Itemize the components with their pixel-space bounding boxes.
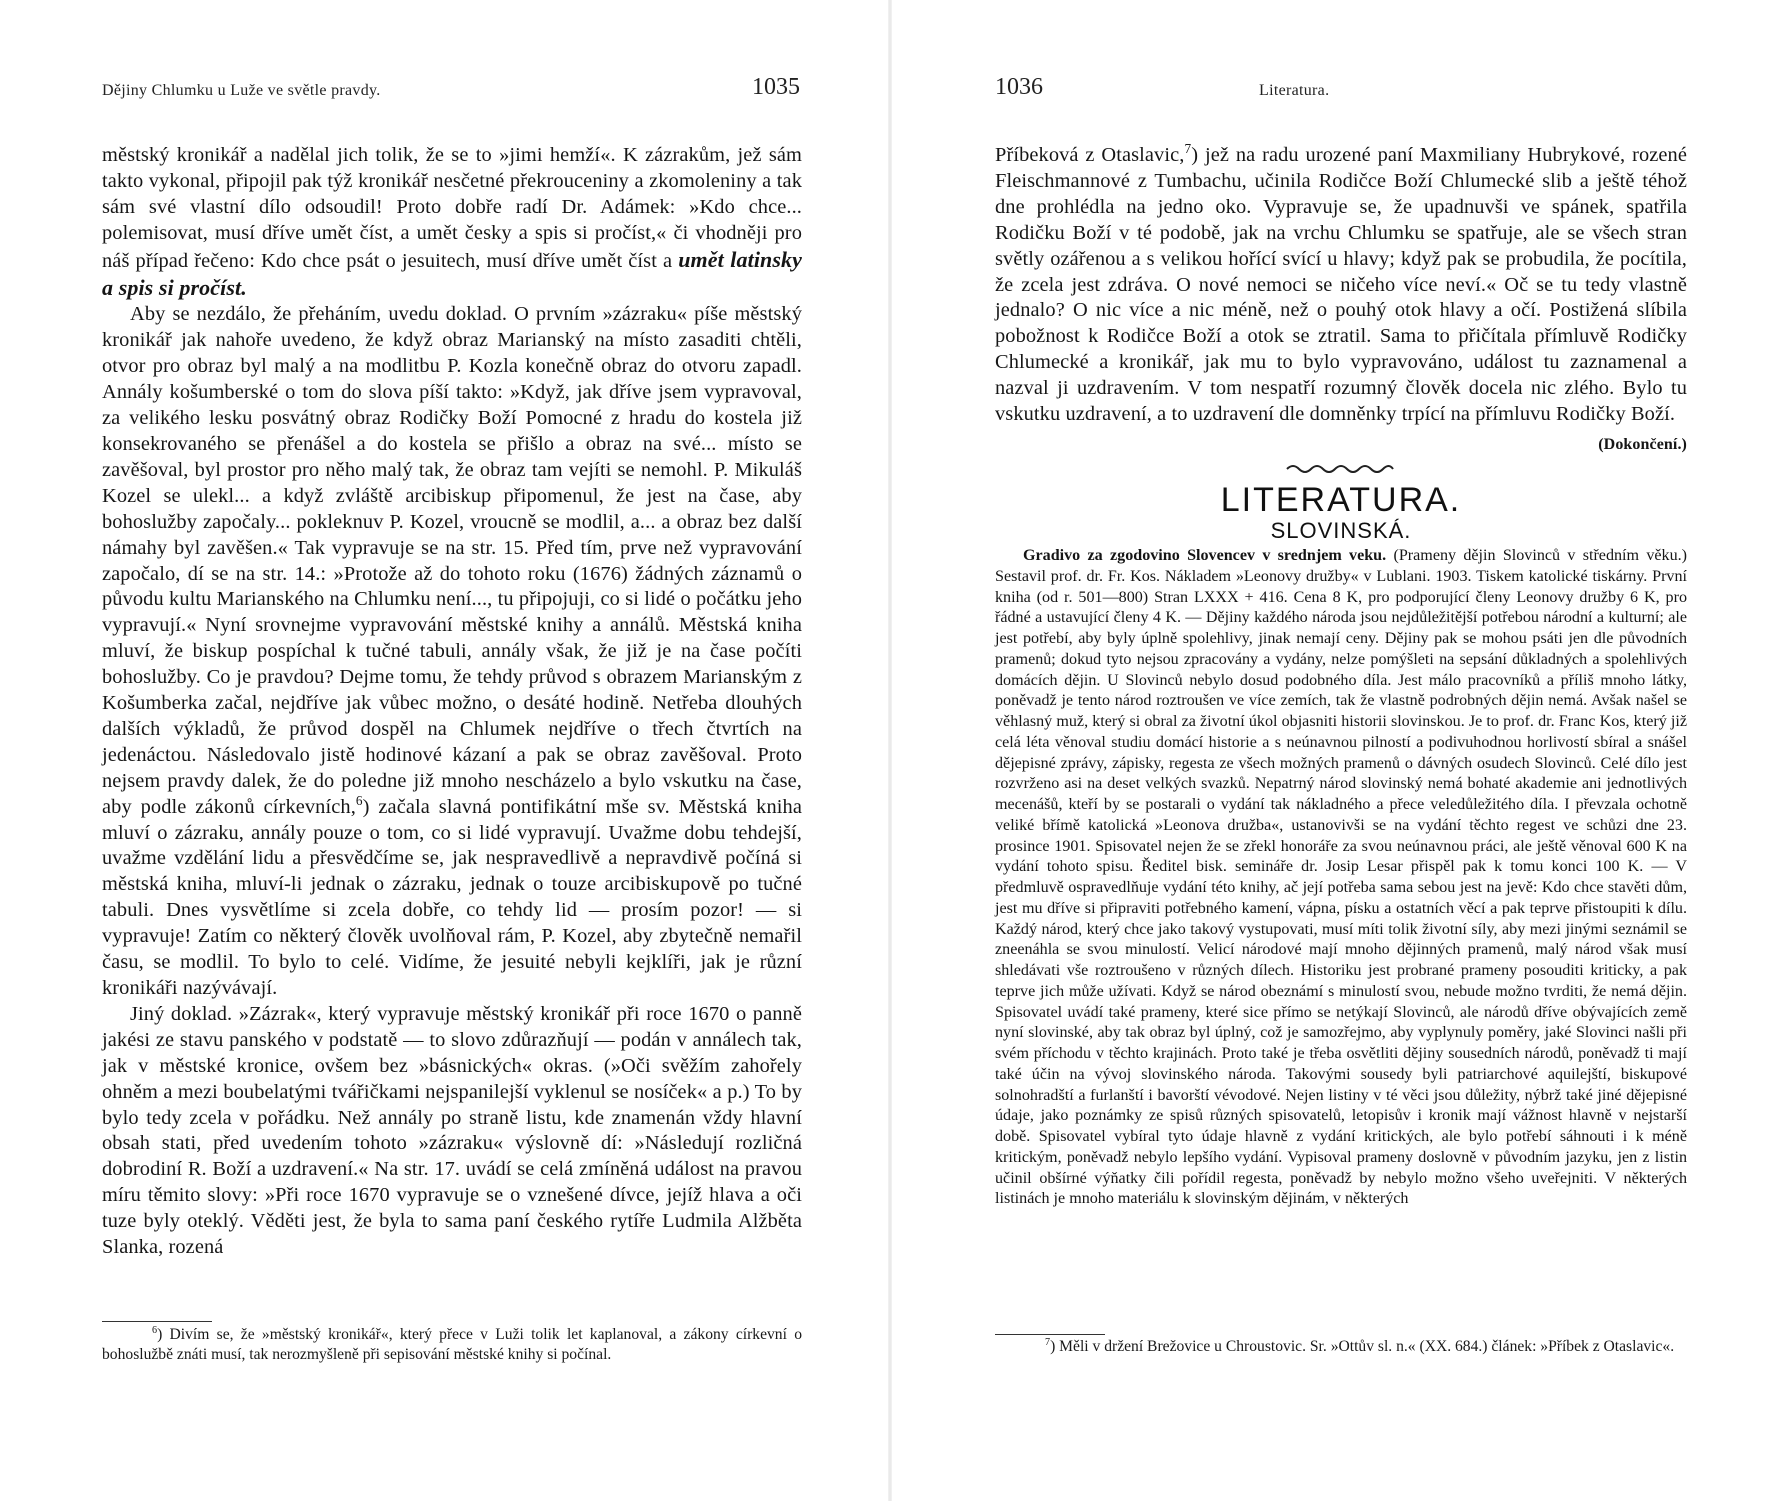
section-subtitle: SLOVINSKÁ.: [1270, 518, 1412, 543]
footnote-marker: 7: [1045, 1336, 1051, 1348]
footnote-text: Divím se, že »městský kronikář«, který přece v Luži tolik let kaplanoval, a zákony církevní o bohoslužbě znáti musí, tak nerozmyšleně při sepisování městské knihy si počínal.: [102, 1326, 802, 1363]
footnote-ref: 7: [1184, 141, 1192, 157]
book-review: [995, 546, 1687, 1210]
footnote-text: Měli v držení Brežovice u Chroustovic. Sr. »Ottův sl. n.« (XX. 684.) článek: »Příbek z Otaslavic«.: [1059, 1338, 1675, 1355]
review-text: (Prameny dějin Slovinců v středním věku.) Sestavil prof. dr. Fr. Kos. Nákladem »Leonovy družby« v Lublani. 1903. Tiskem katolické tiskárny. První kniha (od r. 501—800) Stran LXXX + 416. Cena 8 K, pro podporující členy Leonovy družby 6 K, pro řádné a ustavující členy 4 K. — Dějiny každého národa jsou nejdůležitější potřebou národní a kulturní; ale jest potřebí, aby byly úplně spolehlivy, jinak nemají ceny. Dějiny pak se mohou psáti jen dle původních pramenů; dokud tyto nejsou zpracovány a vydány, nelze pomýšleti na sepsání důkladných a spolehlivých domácích dějin. U Slovinců nebylo dosud podobného díla. Jest málo pracovníků a příliš mnoho látky, poněvadž je tento národ roztroušen ve více zemích, tak že vlastně podrobných dějin nemá. Avšak našel se věhlasný muž, který si obral za životní úkol objasniti historii slovinskou. Je to prof. dr. Franc Kos, který již celá léta věnoval studiu domácí historie a s neúnavnou pilností a podivuhodnou horlivostí sbíral a snášel dějepisné zprávy, zápisky, regesta ze všech možných pramenů o dávných osudech Slovinců. Celé dílo jest rozvrženo asi na deset velkých svazků. Nepatrný národ slovinský nemá bohaté akademie ani jednotlivých mecenášů, kteří by se postarali o vydání tak nákladného a přece veledůležitého díla. I převzala ochotně veliké břímě katolická »Leonova družba«, ustanovivši se na vydání těchto regest ve schůzi dne 23. prosince 1901. Spisovatel nejen že se zřekl honoráře za svou neúnavnou práci, ale ještě věnoval 600 K na vydání tohoto spisu. Ředitel bisk. semináře dr. Josip Lesar přispěl pak k tomu konci 100 K. — V předmluvě ospravedlňuje vydání této knihy, ač její potřeba sama sebou jest na jevě: Kdo chce stavěti dům, jest mu dříve si připraviti potřebného kamení, vápna, písku a ostatních věcí a pak teprve přistoupiti k dílu. Každý národ, který chce jako takový vystupovati, musí míti tolik životní síly, aby mezi jinými seznámil se zneenáhla se svou minulostí. Velicí národové mají mnoho dějinných pramenů, malý národ však musí shledávati vše roztroušeno v různých dílech. Historiku jest probrané prameny posouditi kriticky, a pak teprve jich může užívati. Když se národ obeznámí s minulostí svou, nebude možno tvrditi, že nemá dějin. Spisovatel uvádí také prameny, které sice přímo se netýkají Slovinců, ale národů dříve obývajících země nyní slovinské, aby tak obraz byl úplný, což je samozřejmo, aby vyplynuly poměry, jaké Slovinci našli při svém příchodu v těchto krajinách. Proto také je třeba osvětliti dějiny sousedních národů, poněvadž ti mají také účin na vývoj slovinského národa. Takovými sousedy byli patriarchové aquilejští, biskupové solnohradští a furlanští i bavorští vévodové. Nejen listiny v té věci jsou důležity, nýbrž také jiné dějepisné údaje, jako poznámky ze spisů různých spisovatelů, letopisův i kronik mají vážnost hlavně v nejstarší době. Spisovatel vybíral tyto údaje hlavně z vydání kritických, ale bylo potřebí sáhnouti i k méně kritickým, poněvadž nebylo lepšího vydání. Vypisoval prameny doslovně v původním jazyku, jen z listin učinil obšírné výňatky čili pořídil regesta, poněvadž by nebylo možno všeho uveřejniti. V některých listinách je mnoho materiálu k slovinským dějinám, v některých: [995, 547, 1688, 1208]
right-page: [890, 0, 1780, 1501]
left-page-header: [102, 74, 802, 106]
right-body-text: [995, 143, 1687, 458]
right-footnote: $^7$) Měli v držení Brežovice u Chroustovic. Sr. »Ottův sl. n.« (XX. 684.) článek: »Příbek z Otaslavic«.: [1045, 1336, 1675, 1355]
right-page-number: 1036: [995, 74, 1043, 100]
footnote-ref: 6: [355, 792, 363, 808]
wavy-divider-ornament: [1285, 461, 1395, 473]
left-footnote: $^6$) Divím se, že »městský kronikář«, který přece v Luži tolik let kaplanoval, a zákony církevní o bohoslužbě znáti musí, tak nerozmyšleně při sepisování městské knihy si počínal.: [102, 1324, 802, 1363]
right-running-head: Literatura.: [1259, 82, 1330, 99]
review-title: Gradivo za zgodovino Slovencev v srednjem veku.: [1023, 547, 1387, 564]
footnote-divider: [995, 1334, 1105, 1335]
continuation-note: (Dokončení.): [1598, 435, 1687, 453]
left-page-number: 1035: [752, 74, 800, 100]
paragraph: Aby se nezdálo, že přeháním, uvedu doklad. O prvním »zázraku« píše městský kronikář jak nahoře uvedeno, že když obraz Marianský na místo zasaditi chtěli, otvor pro obraz byl malý a na modlitbu P. Kozla konečně obraz do otvoru zapadl. Annály košumberské o tom do slova píší takto: »Když, jak dříve jsem vypravoval, za velikého lesku posvátný obraz Rodičky Boží Pomocné z hradu do kostela již konsekrovaného se přenášel a do kostela se přišlo a obraz na své... místo se zavěšoval, byl prostor pro něho malý tak, že obraz tam vejíti se nemohl. P. Mikuláš Kozel se ulekl... a když zvláště arcibiskup připomenul, že jest na čase, aby bohoslužby započaly... pokleknuv P. Kozel, vroucně se modlil, a... a obraz bez další námahy byl zavěšen.« Tak vypravuje se na str. 15. Před tím, prve než vypravování započalo, dí se na str. 14.: »Protože až do tohoto roku (1676) žádných záznamů o původu kultu Marianského na Chlumku není..., tu připojuji, co si lidé o počátku jeho vypravují.« Nyní srovnejme vypravování městské knihy a annálů. Městská kniha mluví, že biskup pospíchal k tučné tabuli, annály však, že již je na čase počíti bohoslužby. Co je pravdou? Dejme tomu, že tehdy průvod s obrazem Marianským z Košumberka začal, nejdříve jak vůbec možno, o desáté hodině. Netřeba dlouhých dalších výkladů, že průvod dospěl na Chlumek nejdříve o třech čtvrtích na jedenáctou. Následovalo jistě hodinové kázaní a pak se obraz zavěšoval. Proto nejsem pravdy dalek, že do poledne již mnoho nescházelo a bylo vskutku na čase, aby podle zákonů církevních,$^6$) začala slavná pontifikátní mše sv. Městská kniha mluví o zázraku, annály pouze o tom, co si lidé vypravují. Uvažme dobu tehdejší, uvažme vzdělání lidu a přesvědčíme se, jak nespravedlivě a nepravdivě počíná si městská kniha, mluví-li jednak o zázraku, jednak o touze arcibiskupově po tučné tabuli. Dnes vysvětlíme si zcela dobře, co tehdy lid — prosím pozor! — si vypravuje! Zatím co některý člověk uvolňoval rám, P. Kozel, aby zbytečně nemařil času, se modlil. To bylo to celé. Vidíme, že jesuité nebyli kejklíři, jak je různí kronikáři nazývávají.: [102, 303, 802, 999]
footnote-marker: 6: [152, 1324, 158, 1336]
paragraph: Příbeková z Otaslavic,$^7$) jež na radu urozené paní Maxmiliany Hubrykové, rozené Fleischmannové z Tumbachu, učinila Rodičce Boží Chlumecké slib a ještě téhož dne prohlédla na jedno oko. Vypravuje se, že upadnuvši ve spánek, spatřila Rodičku Boží v té podobě, jak na vrchu Chlumku se spatřuje, ale se všech stran světly ozářenou a s velikou hořící svící u hlavy; když pak se probudila, že pocítila, že zcela jest zdráva. O nové nemoci se ničeho více neví.« Oč se tu tedy vlastně jednalo? O nic více a nic méně, než o pouhý otok hlavy a očí. Postižená slíbila pobožnost k Rodičce Boží a otok se ztratil. Sama to přičítala přímluvě Rodičky Chlumecké a kronikář, jak mu to bylo vypravováno, událost tu zaznamenal a nazval ji uzdravením. V tom nespatří rozumný člověk docela nic zlého. Bylo tu vskutku uzdravení, a to uzdravení dle domněnky trpící na přímluvu Rodičky Boží. (Dokončení.): [995, 143, 1687, 428]
left-running-head: Dějiny Chlumku u Luže ve světle pravdy.: [102, 82, 381, 99]
paragraph: městský kronikář a nadělal jich tolik, že se to »jimi hemží«. K zázrakům, jež sám takto vykonal, připojil pak týž kronikář nesčetné překrouceniny a zkomoleniny a tak sám své vlastní dílo odsoudil! Proto dobře radí Dr. Adámek: »Kdo chce... polemisovat, musí dříve umět číst, a umět česky a spis si pročíst,« či vhodněji pro náš případ řečeno: Kdo chce psát o jesuitech, musí dříve umět číst a umět latinsky a spis si pročíst.: [102, 144, 802, 300]
footnote-divider: [102, 1321, 212, 1322]
left-body-text: [102, 143, 802, 1261]
paragraph: Jiný doklad. »Zázrak«, který vypravuje městský kronikář při roce 1670 o panně jakési ze stavu panského v podstatě — to slovo zdůrazňují — podán v annálech tak, jak v městské kronice, ovšem bez »básnických« okras. (»Oči svěžím zahořely ohněm a mezi boubelatými tvářičkami nejspanilejší vyklenul se nosíček« a p.) To by bylo tedy zcela v pořádku. Než annály po straně listu, kde znamenán vždy hlavní obsah stati, před uvedením tohoto »zázraku« výslovně dí: »Následují rozličná dobrodiní R. Boží a uzdravení.« Na str. 17. uvádí se celá zmíněná událost na pravou míru těmito slovy: »Při roce 1670 vypravuje se o vznešené dívce, jejíž hlava a oči tuze byly oteklý. Věděti jest, že byla to sama paní českého rytíře Ludmila Alžběta Slanka, rozená: [102, 1002, 802, 1259]
emphasis-phrase: umět latinsky a spis si pročíst.: [102, 246, 802, 300]
right-page-header: [995, 74, 1695, 106]
section-title: LITERATURA.: [1220, 481, 1462, 519]
